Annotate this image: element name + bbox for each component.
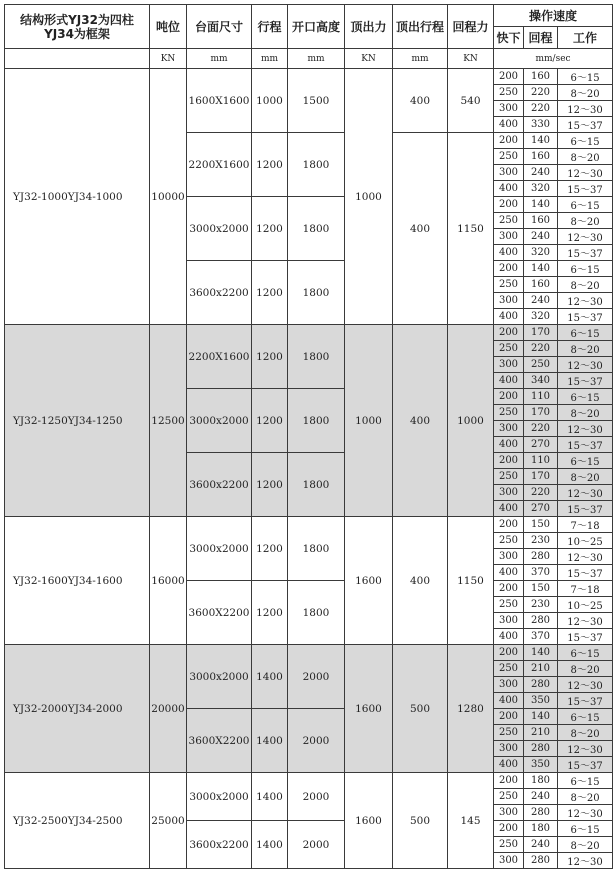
speed-fast-down-cell: 300: [494, 357, 524, 373]
header-stroke: 行程: [252, 5, 288, 49]
ejector-stroke-cell: 400: [393, 69, 448, 133]
speed-fast-down-cell: 200: [494, 325, 524, 341]
speed-fast-down-cell: 300: [494, 805, 524, 821]
speed-return-cell: 140: [524, 261, 558, 277]
speed-work-cell: 6～15: [558, 261, 613, 277]
speed-fast-down-cell: 200: [494, 773, 524, 789]
model-cell: YJ32-1600YJ34-1600: [5, 517, 150, 645]
speed-fast-down-cell: 250: [494, 85, 524, 101]
speed-return-cell: 370: [524, 565, 558, 581]
header-ejector-force: 顶出力: [345, 5, 393, 49]
speed-return-cell: 140: [524, 197, 558, 213]
speed-fast-down-cell: 400: [494, 181, 524, 197]
speed-fast-down-cell: 300: [494, 293, 524, 309]
speed-fast-down-cell: 250: [494, 213, 524, 229]
opening-height-cell: 1800: [288, 325, 345, 389]
speed-return-cell: 280: [524, 805, 558, 821]
speed-work-cell: 12～30: [558, 229, 613, 245]
stroke-cell: 1400: [252, 645, 288, 709]
speed-return-cell: 150: [524, 581, 558, 597]
opening-height-cell: 2000: [288, 821, 345, 869]
speed-return-cell: 320: [524, 181, 558, 197]
speed-work-cell: 8～20: [558, 149, 613, 165]
speed-return-cell: 110: [524, 389, 558, 405]
speed-return-cell: 220: [524, 485, 558, 501]
ejector-stroke-cell: 500: [393, 645, 448, 773]
tonnage-cell: 25000: [150, 773, 187, 869]
unit-model: [5, 49, 150, 69]
speed-work-cell: 6～15: [558, 325, 613, 341]
speed-return-cell: 210: [524, 725, 558, 741]
speed-fast-down-cell: 200: [494, 453, 524, 469]
press-spec-table: [4, 4, 613, 869]
speed-fast-down-cell: 400: [494, 629, 524, 645]
spec-body: [5, 69, 613, 869]
speed-return-cell: 320: [524, 245, 558, 261]
opening-height-cell: 1500: [288, 69, 345, 133]
speed-fast-down-cell: 200: [494, 389, 524, 405]
speed-fast-down-cell: 250: [494, 277, 524, 293]
speed-fast-down-cell: 250: [494, 837, 524, 853]
speed-fast-down-cell: 250: [494, 149, 524, 165]
opening-height-cell: 1800: [288, 517, 345, 581]
speed-return-cell: 160: [524, 149, 558, 165]
table-size-cell: 3600x2200: [187, 453, 252, 517]
tonnage-cell: 10000: [150, 69, 187, 325]
header-model-line2: YJ34为框架: [44, 26, 110, 41]
speed-fast-down-cell: 200: [494, 709, 524, 725]
speed-return-cell: 370: [524, 629, 558, 645]
table-size-cell: 3600X2200: [187, 709, 252, 773]
model-cell: YJ32-2500YJ34-2500: [5, 773, 150, 869]
speed-return-cell: 230: [524, 597, 558, 613]
speed-fast-down-cell: 300: [494, 853, 524, 869]
header-ejector-stroke: 顶出行程: [393, 5, 448, 49]
speed-work-cell: 12～30: [558, 485, 613, 501]
model-cell: YJ32-1250YJ34-1250: [5, 325, 150, 517]
speed-work-cell: 10～25: [558, 533, 613, 549]
header-model-line1: 结构形式YJ32为四柱: [20, 12, 134, 27]
opening-height-cell: 2000: [288, 773, 345, 821]
speed-fast-down-cell: 400: [494, 373, 524, 389]
ejector-force-cell: 1000: [345, 325, 393, 517]
speed-work-cell: 6～15: [558, 821, 613, 837]
speed-fast-down-cell: 250: [494, 661, 524, 677]
speed-return-cell: 170: [524, 469, 558, 485]
speed-fast-down-cell: 400: [494, 757, 524, 773]
speed-work-cell: 15～37: [558, 501, 613, 517]
speed-work-cell: 15～37: [558, 181, 613, 197]
speed-return-cell: 110: [524, 453, 558, 469]
table-row: [5, 325, 613, 341]
speed-return-cell: 140: [524, 709, 558, 725]
speed-fast-down-cell: 250: [494, 469, 524, 485]
ejector-stroke-cell: 400: [393, 517, 448, 645]
speed-fast-down-cell: 300: [494, 741, 524, 757]
speed-return-cell: 140: [524, 133, 558, 149]
stroke-cell: 1200: [252, 517, 288, 581]
ejector-force-cell: 1600: [345, 645, 393, 773]
opening-height-cell: 2000: [288, 645, 345, 709]
unit-ejector-stroke: mm: [393, 49, 448, 69]
speed-return-cell: 160: [524, 69, 558, 85]
speed-fast-down-cell: 400: [494, 501, 524, 517]
opening-height-cell: 1800: [288, 389, 345, 453]
speed-fast-down-cell: 300: [494, 549, 524, 565]
speed-work-cell: 15～37: [558, 565, 613, 581]
speed-fast-down-cell: 300: [494, 485, 524, 501]
speed-work-cell: 8～20: [558, 405, 613, 421]
table-row: [5, 69, 613, 85]
unit-opening-height: mm: [288, 49, 345, 69]
stroke-cell: 1000: [252, 69, 288, 133]
model-cell: YJ32-2000YJ34-2000: [5, 645, 150, 773]
speed-work-cell: 12～30: [558, 549, 613, 565]
table-size-cell: 3000x2000: [187, 517, 252, 581]
speed-work-cell: 6～15: [558, 645, 613, 661]
return-force-cell: 1150: [448, 517, 494, 645]
opening-height-cell: 1800: [288, 133, 345, 197]
speed-work-cell: 8～20: [558, 341, 613, 357]
opening-height-cell: 1800: [288, 261, 345, 325]
speed-return-cell: 220: [524, 101, 558, 117]
speed-return-cell: 180: [524, 821, 558, 837]
speed-work-cell: 6～15: [558, 773, 613, 789]
speed-work-cell: 12～30: [558, 357, 613, 373]
header-table-size: 台面尺寸: [187, 5, 252, 49]
speed-work-cell: 15～37: [558, 629, 613, 645]
stroke-cell: 1200: [252, 453, 288, 517]
speed-return-cell: 150: [524, 517, 558, 533]
header-opening-height: 开口高度: [288, 5, 345, 49]
speed-fast-down-cell: 200: [494, 133, 524, 149]
ejector-stroke-cell: 500: [393, 773, 448, 869]
table-size-cell: 3000x2000: [187, 773, 252, 821]
table-size-cell: 3000x2000: [187, 389, 252, 453]
table-size-cell: 2200X1600: [187, 325, 252, 389]
opening-height-cell: 1800: [288, 197, 345, 261]
tonnage-cell: 12500: [150, 325, 187, 517]
stroke-cell: 1200: [252, 197, 288, 261]
speed-fast-down-cell: 400: [494, 437, 524, 453]
speed-work-cell: 12～30: [558, 421, 613, 437]
speed-return-cell: 240: [524, 837, 558, 853]
model-cell: YJ32-1000YJ34-1000: [5, 69, 150, 325]
speed-work-cell: 12～30: [558, 613, 613, 629]
speed-fast-down-cell: 400: [494, 693, 524, 709]
speed-work-cell: 12～30: [558, 101, 613, 117]
unit-ejector-force: KN: [345, 49, 393, 69]
stroke-cell: 1200: [252, 325, 288, 389]
speed-return-cell: 160: [524, 213, 558, 229]
return-force-cell: 145: [448, 773, 494, 869]
speed-return-cell: 240: [524, 293, 558, 309]
header-return-force: 回程力: [448, 5, 494, 49]
speed-fast-down-cell: 200: [494, 821, 524, 837]
speed-return-cell: 160: [524, 277, 558, 293]
speed-work-cell: 6～15: [558, 133, 613, 149]
table-size-cell: 3600x2200: [187, 821, 252, 869]
tonnage-cell: 16000: [150, 517, 187, 645]
speed-fast-down-cell: 200: [494, 261, 524, 277]
speed-return-cell: 320: [524, 309, 558, 325]
speed-work-cell: 12～30: [558, 165, 613, 181]
speed-work-cell: 8～20: [558, 469, 613, 485]
ejector-stroke-cell: 400: [393, 325, 448, 517]
speed-return-cell: 140: [524, 645, 558, 661]
stroke-cell: 1400: [252, 709, 288, 773]
speed-work-cell: 8～20: [558, 837, 613, 853]
ejector-force-cell: 1600: [345, 773, 393, 869]
speed-fast-down-cell: 250: [494, 725, 524, 741]
speed-work-cell: 15～37: [558, 373, 613, 389]
table-row: [5, 517, 613, 533]
table-size-cell: 3000x2000: [187, 197, 252, 261]
speed-work-cell: 6～15: [558, 197, 613, 213]
speed-work-cell: 12～30: [558, 805, 613, 821]
return-force-cell: 1280: [448, 645, 494, 773]
speed-fast-down-cell: 400: [494, 117, 524, 133]
header-tonnage: 吨位: [150, 5, 187, 49]
speed-return-cell: 350: [524, 757, 558, 773]
speed-return-cell: 220: [524, 341, 558, 357]
speed-fast-down-cell: 250: [494, 533, 524, 549]
speed-return-cell: 220: [524, 421, 558, 437]
speed-return-cell: 240: [524, 789, 558, 805]
return-force-cell: 540: [448, 69, 494, 133]
header-speed-fast-down: 快下: [494, 27, 524, 49]
speed-return-cell: 180: [524, 773, 558, 789]
speed-work-cell: 8～20: [558, 85, 613, 101]
speed-fast-down-cell: 300: [494, 677, 524, 693]
speed-return-cell: 350: [524, 693, 558, 709]
speed-return-cell: 230: [524, 533, 558, 549]
unit-return-force: KN: [448, 49, 494, 69]
header-speed-return: 回程: [524, 27, 558, 49]
speed-return-cell: 240: [524, 229, 558, 245]
table-row: [5, 773, 613, 789]
speed-work-cell: 6～15: [558, 709, 613, 725]
speed-fast-down-cell: 400: [494, 309, 524, 325]
speed-work-cell: 12～30: [558, 677, 613, 693]
speed-fast-down-cell: 300: [494, 101, 524, 117]
speed-fast-down-cell: 200: [494, 581, 524, 597]
speed-fast-down-cell: 300: [494, 165, 524, 181]
speed-work-cell: 8～20: [558, 789, 613, 805]
speed-return-cell: 220: [524, 85, 558, 101]
table-size-cell: 2200X1600: [187, 133, 252, 197]
header-model: [5, 5, 150, 49]
speed-work-cell: 15～37: [558, 437, 613, 453]
unit-speed: mm/sec: [494, 49, 613, 69]
speed-fast-down-cell: 200: [494, 517, 524, 533]
speed-fast-down-cell: 200: [494, 69, 524, 85]
speed-work-cell: 8～20: [558, 213, 613, 229]
speed-work-cell: 6～15: [558, 389, 613, 405]
speed-work-cell: 6～15: [558, 453, 613, 469]
speed-work-cell: 7～18: [558, 517, 613, 533]
stroke-cell: 1200: [252, 389, 288, 453]
unit-stroke: mm: [252, 49, 288, 69]
speed-fast-down-cell: 250: [494, 789, 524, 805]
speed-fast-down-cell: 200: [494, 197, 524, 213]
opening-height-cell: 2000: [288, 709, 345, 773]
speed-return-cell: 210: [524, 661, 558, 677]
speed-fast-down-cell: 400: [494, 245, 524, 261]
stroke-cell: 1200: [252, 261, 288, 325]
speed-return-cell: 170: [524, 325, 558, 341]
speed-work-cell: 15～37: [558, 245, 613, 261]
speed-fast-down-cell: 300: [494, 421, 524, 437]
return-force-cell: 1150: [448, 133, 494, 325]
speed-return-cell: 240: [524, 165, 558, 181]
speed-return-cell: 280: [524, 677, 558, 693]
stroke-cell: 1200: [252, 133, 288, 197]
speed-return-cell: 280: [524, 549, 558, 565]
ejector-force-cell: 1000: [345, 69, 393, 325]
speed-fast-down-cell: 400: [494, 565, 524, 581]
ejector-force-cell: 1600: [345, 517, 393, 645]
ejector-stroke-cell: 400: [393, 133, 448, 325]
table-size-cell: 3600x2200: [187, 261, 252, 325]
header-speed-group: 操作速度: [494, 5, 613, 27]
stroke-cell: 1400: [252, 821, 288, 869]
table-size-cell: 3000x2000: [187, 645, 252, 709]
table-size-cell: 3600X2200: [187, 581, 252, 645]
speed-work-cell: 15～37: [558, 309, 613, 325]
speed-work-cell: 10～25: [558, 597, 613, 613]
speed-work-cell: 8～20: [558, 725, 613, 741]
speed-fast-down-cell: 250: [494, 597, 524, 613]
unit-table-size: mm: [187, 49, 252, 69]
speed-return-cell: 270: [524, 501, 558, 517]
speed-work-cell: 15～37: [558, 757, 613, 773]
speed-work-cell: 8～20: [558, 661, 613, 677]
speed-return-cell: 340: [524, 373, 558, 389]
speed-work-cell: 7～18: [558, 581, 613, 597]
speed-return-cell: 270: [524, 437, 558, 453]
speed-return-cell: 280: [524, 853, 558, 869]
speed-work-cell: 8～20: [558, 277, 613, 293]
opening-height-cell: 1800: [288, 581, 345, 645]
tonnage-cell: 20000: [150, 645, 187, 773]
speed-fast-down-cell: 300: [494, 613, 524, 629]
opening-height-cell: 1800: [288, 453, 345, 517]
speed-fast-down-cell: 300: [494, 229, 524, 245]
speed-return-cell: 280: [524, 741, 558, 757]
stroke-cell: 1200: [252, 581, 288, 645]
header-speed-work: 工作: [558, 27, 613, 49]
speed-return-cell: 330: [524, 117, 558, 133]
speed-fast-down-cell: 250: [494, 341, 524, 357]
speed-work-cell: 12～30: [558, 293, 613, 309]
speed-return-cell: 280: [524, 613, 558, 629]
table-row: [5, 645, 613, 661]
speed-work-cell: 12～30: [558, 853, 613, 869]
speed-fast-down-cell: 200: [494, 645, 524, 661]
speed-work-cell: 15～37: [558, 693, 613, 709]
speed-work-cell: 15～37: [558, 117, 613, 133]
stroke-cell: 1400: [252, 773, 288, 821]
unit-tonnage: KN: [150, 49, 187, 69]
return-force-cell: 1000: [448, 325, 494, 517]
speed-work-cell: 6～15: [558, 69, 613, 85]
speed-work-cell: 12～30: [558, 741, 613, 757]
table-size-cell: 1600X1600: [187, 69, 252, 133]
speed-return-cell: 170: [524, 405, 558, 421]
speed-fast-down-cell: 250: [494, 405, 524, 421]
speed-return-cell: 250: [524, 357, 558, 373]
